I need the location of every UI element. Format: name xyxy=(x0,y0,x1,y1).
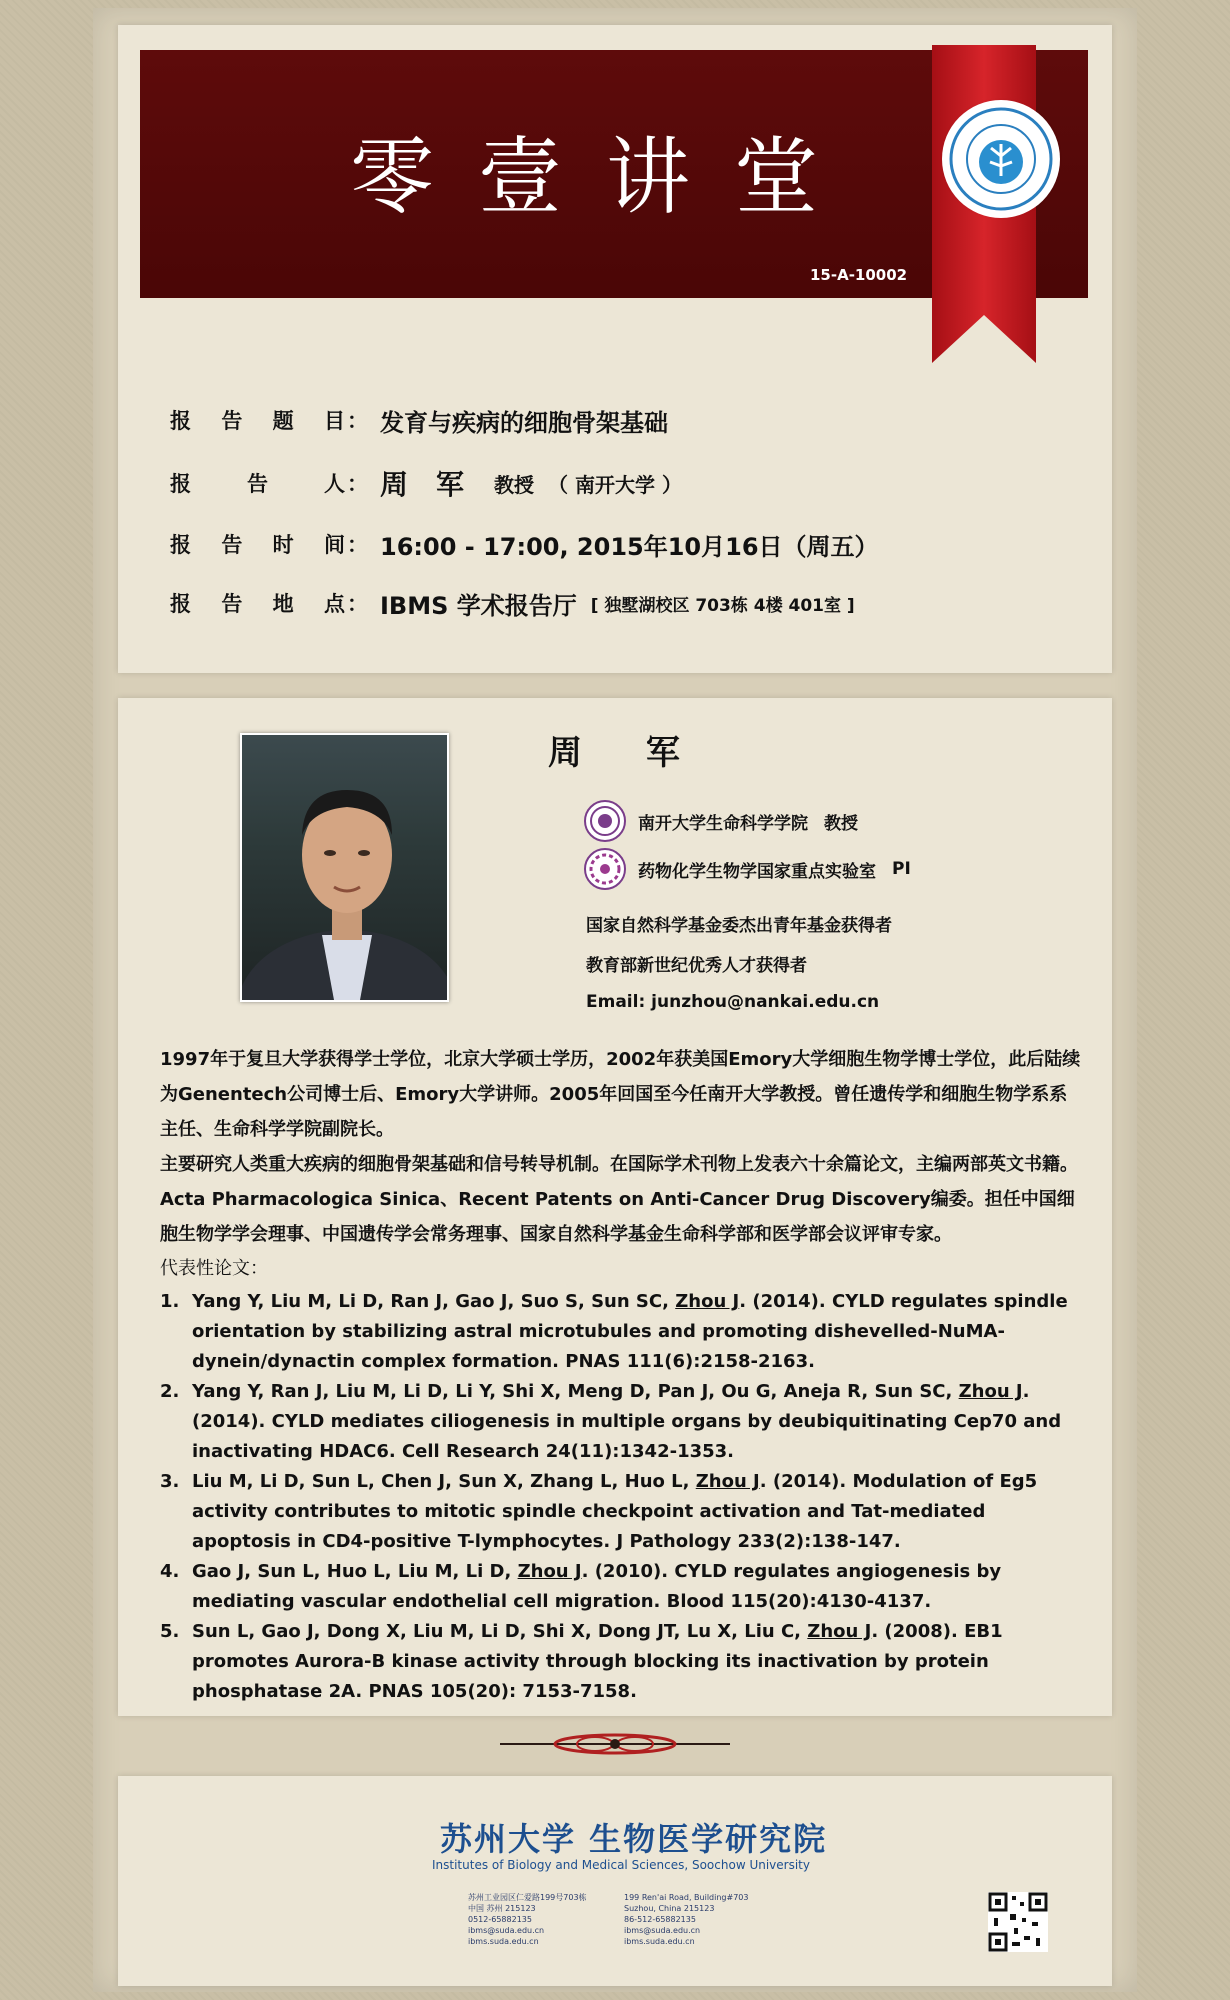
topic-value: 发育与疾病的细胞骨架基础 xyxy=(380,408,668,437)
time-value: 16:00 - 17:00, 2015年10月16日（周五） xyxy=(380,532,879,561)
speaker-label: 报 告 人： xyxy=(170,472,370,496)
time-label: 报 告 时 间： xyxy=(170,533,370,557)
topic-row xyxy=(170,400,668,440)
publication-item: 4. Gao J, Sun L, Huo L, Liu M, Li D, Zhou J. (2010). CYLD regulates angiogenesis by mediating vascular endothelial cell migration. Blood 115(20):4130-4137. xyxy=(160,1561,1002,1612)
qr-code-icon xyxy=(988,1892,1048,1952)
institute-name-en: Institutes of Biology and Medical Sciences, Soochow University xyxy=(432,1858,810,1872)
speaker-row xyxy=(170,463,682,503)
author-highlight: Zhou J xyxy=(807,1621,872,1642)
nankai-logo-icon xyxy=(584,800,626,842)
honor-2: 教育部新世纪优秀人才获得者 xyxy=(586,956,807,976)
institute-seal-icon xyxy=(946,104,1056,214)
institute-name-cn: 苏州大学 生物医学研究院 xyxy=(440,1820,828,1858)
publication-item: 5. Sun L, Gao J, Dong X, Liu M, Li D, Shi X, Dong JT, Lu X, Liu C, Zhou J. (2008). EB1 promotes Aurora-B kinase activity through blocking its inactivation by protein phosphatase 2A. PNAS 105(20): 7153-7158. xyxy=(160,1621,1003,1702)
ornament-divider-icon xyxy=(500,1730,730,1758)
bio-paragraph-1: 1997年于复旦大学获得学士学位，北京大学硕士学历，2002年获美国Emory大学细胞生物学博士学位，此后陆续为Genentech公司博士后、Emory大学讲师。2005年回国至今任南开大学教授。曾任遗传学和细胞生物学系系主任、生命科学学院副院长。 xyxy=(160,1049,1081,1140)
author-highlight: Zhou J xyxy=(958,1381,1023,1402)
speaker-title: 教授 xyxy=(494,472,535,497)
institute-footer-panel xyxy=(118,1776,1112,1986)
author-highlight: Zhou J xyxy=(675,1291,740,1312)
publication-list xyxy=(160,1287,1090,1707)
state-key-lab-logo-icon xyxy=(584,848,626,890)
topic-label: 报 告 题 目： xyxy=(170,409,370,433)
place-row xyxy=(170,583,855,623)
place-value: IBMS 学术报告厅 xyxy=(380,591,577,620)
speaker-name-heading: 周 军 xyxy=(548,733,706,773)
bio-paragraph-2: 主要研究人类重大疾病的细胞骨架基础和信号转导机制。在国际学术刊物上发表六十余篇论文，主编两部英文书籍。Acta Pharmacologica Sinica、Recent Patents on Anti-Cancer Drug Discovery编委。担任中国细胞生物学学会理事、中国遗传学会常务理事、国家自然科学基金生命科学部和医学部会议评审专家。 xyxy=(160,1154,1078,1245)
speaker-photo xyxy=(240,733,449,1002)
speaker-org: （ 南开大学 ） xyxy=(548,472,682,497)
affiliation-1-org: 南开大学生命科学学院 xyxy=(638,813,808,834)
honor-1: 国家自然科学基金委杰出青年基金获得者 xyxy=(586,916,892,936)
affiliation-2 xyxy=(584,848,911,890)
publication-item: 1. Yang Y, Liu M, Li D, Ran J, Gao J, Suo S, Sun SC, Zhou J. (2014). CYLD regulates spindle orientation by stabilizing astral microtubules and promoting dishevelled-NuMA-dynein/dynactin complex formation. PNAS 111(6):2158-2163. xyxy=(160,1291,1068,1372)
address-cn: 苏州工业园区仁爱路199号703栋 中国 苏州 215123 0512-65882135 ibms@suda.edu.cn ibms.suda.edu.cn xyxy=(468,1893,587,1946)
speaker-email: Email: junzhou@nankai.edu.cn xyxy=(586,992,880,1012)
affiliation-2-org: 药物化学生物学国家重点实验室 xyxy=(638,861,876,882)
address-en: 199 Ren'ai Road, Building#703 Suzhou, China 215123 86-512-65882135 ibms@suda.edu.cn ibms.suda.edu.cn xyxy=(624,1893,749,1946)
speaker-name: 周 军 xyxy=(380,468,465,501)
lecture-code: 15-A-10002 xyxy=(810,266,908,284)
affiliation-2-role: PI xyxy=(892,859,911,879)
time-row xyxy=(170,524,879,564)
affiliation-1-role: 教授 xyxy=(824,813,858,834)
place-label: 报 告 地 点： xyxy=(170,592,370,616)
publication-item: 3. Liu M, Li D, Sun L, Chen J, Sun X, Zhang L, Huo L, Zhou J. (2014). Modulation of Eg5 activity contributes to mitotic spindle checkpoint activation and Tat-mediated apoptosis in CD4-positive T-lymphocytes. J Pathology 233(2):138-147. xyxy=(160,1471,1038,1552)
author-highlight: Zhou J xyxy=(517,1561,582,1582)
publication-item: 2. Yang Y, Ran J, Liu M, Li D, Li Y, Shi X, Meng D, Pan J, Ou G, Aneja R, Sun SC, Zhou J. (2014). CYLD mediates ciliogenesis in multiple organs by deubiquitinating Cep70 and inactivating HDAC6. Cell Research 24(11):1342-1353. xyxy=(160,1381,1062,1462)
publications-heading: 代表性论文： xyxy=(160,1258,268,1279)
place-detail: [ 独墅湖校区 703栋 4楼 401室 ] xyxy=(590,595,855,616)
affiliation-1 xyxy=(584,800,858,842)
author-highlight: Zhou J xyxy=(695,1471,760,1492)
banner-title: 零壹讲堂 xyxy=(350,128,863,226)
